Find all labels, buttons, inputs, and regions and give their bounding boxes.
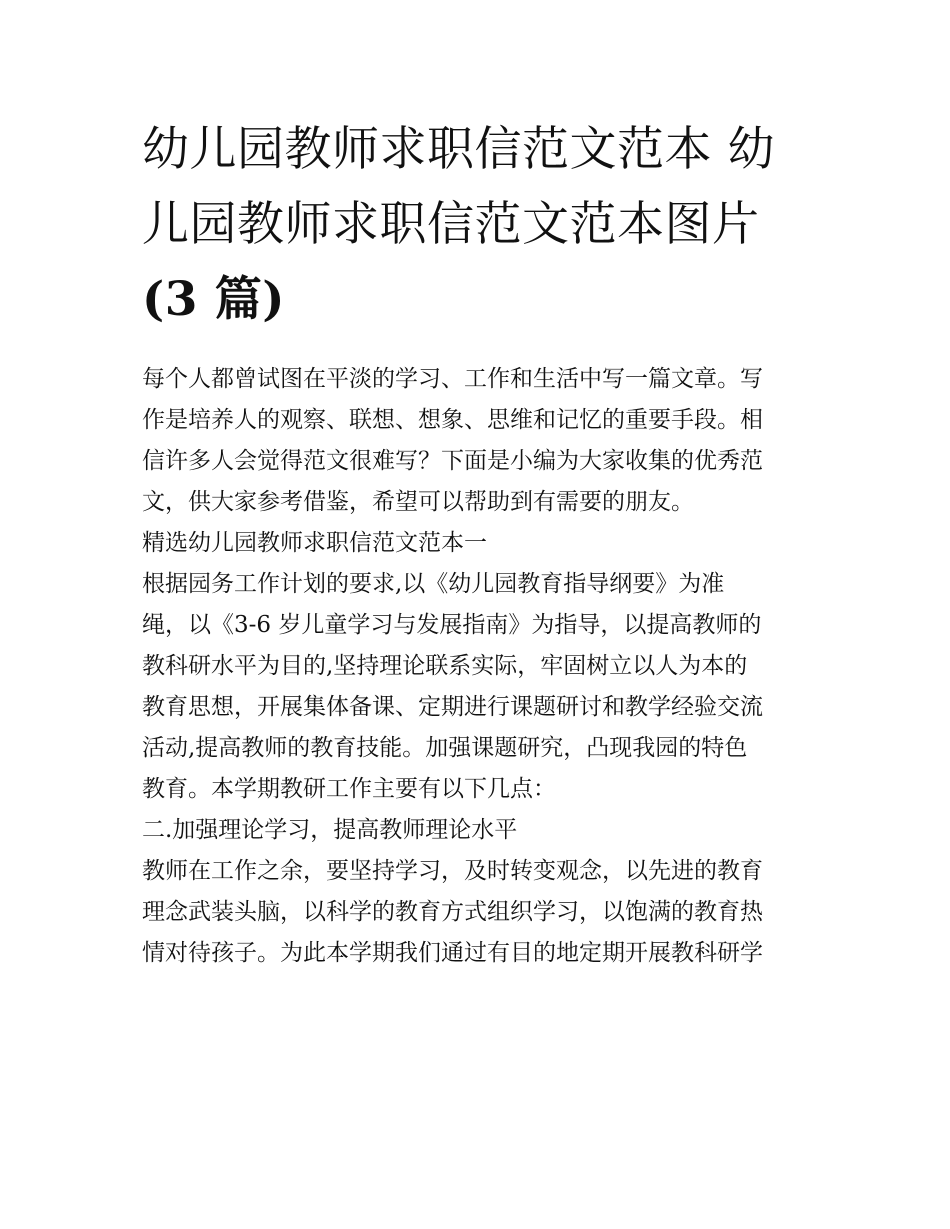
- document-title: [142, 112, 822, 337]
- body-line: 文，供大家参考借鉴，希望可以帮助到有需要的朋友。: [142, 489, 694, 515]
- body-line: 作是培养人的观察、联想、想象、思维和记忆的重要手段。相: [142, 407, 763, 433]
- body-line: 每个人都曾试图在平淡的学习、工作和生活中写一篇文章。写: [142, 366, 763, 392]
- body-line: 理念武装头脑，以科学的教育方式组织学习，以饱满的教育热: [142, 899, 763, 925]
- body-line: 信许多人会觉得范文很难写？下面是小编为大家收集的优秀范: [142, 448, 763, 474]
- section-heading: 精选幼儿园教师求职信范文范本一: [142, 530, 487, 556]
- body-line: 根据园务工作计划的要求,以《幼儿园教育指导纲要》为准: [142, 571, 725, 597]
- title-line-3: (3 篇): [142, 272, 286, 327]
- body-line: 活动,提高教师的教育技能。加强课题研究，凸现我园的特色: [142, 735, 748, 761]
- title-line-1: 幼儿园教师求职信范文范本 幼: [142, 122, 775, 177]
- title-line-2: 儿园教师求职信范文范本图片: [142, 197, 760, 252]
- body-line: 教师在工作之余，要坚持学习，及时转变观念，以先进的教育: [142, 858, 763, 884]
- body-line: 情对待孩子。为此本学期我们通过有目的地定期开展教科研学: [142, 940, 763, 966]
- body-line: 教科研水平为目的,坚持理论联系实际，牢固树立以人为本的: [142, 653, 748, 679]
- document-body: [142, 359, 822, 974]
- body-line: 绳，以《3-6 岁儿童学习与发展指南》为指导，以提高教师的: [142, 612, 762, 638]
- section-heading: 二.加强理论学习，提高教师理论水平: [142, 817, 518, 843]
- body-line: 教育。本学期教研工作主要有以下几点：: [142, 776, 556, 802]
- body-line: 教育思想，开展集体备课、定期进行课题研讨和教学经验交流: [142, 694, 763, 720]
